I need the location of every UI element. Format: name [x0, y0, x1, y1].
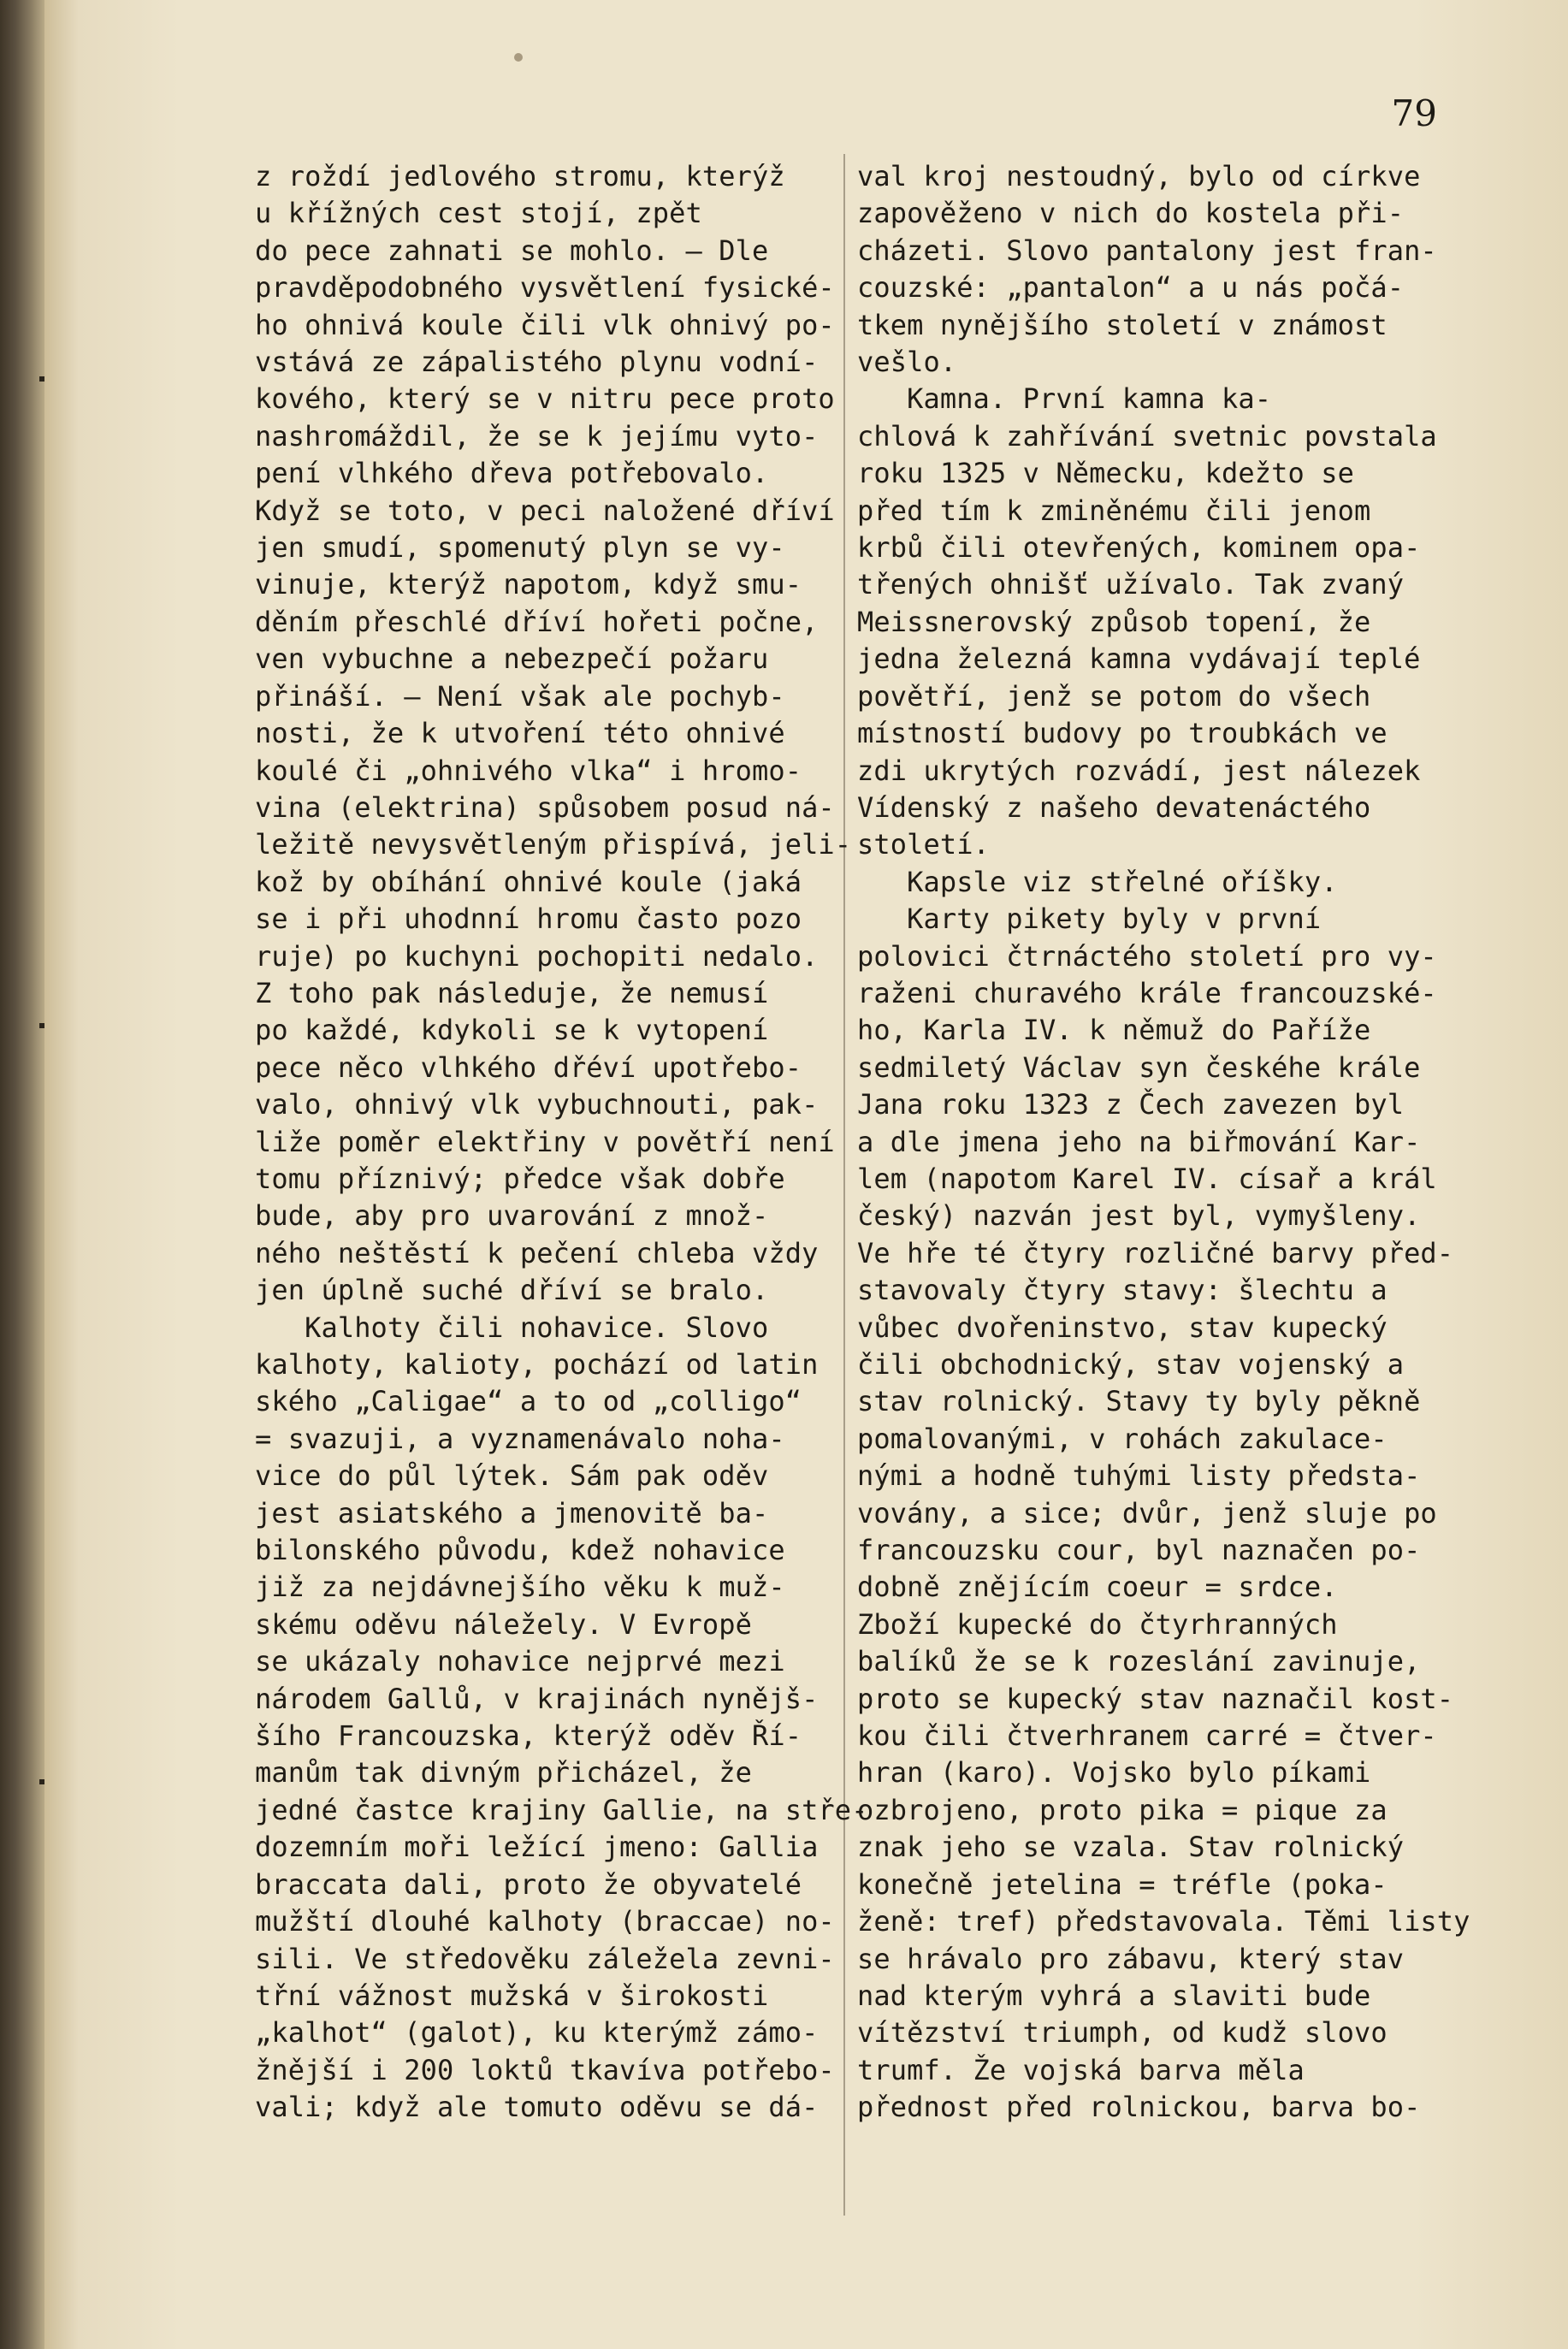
text-line: sili. Ve středověku záležela zevni-	[255, 1942, 835, 1975]
text-line: lem (napotom Karel IV. císař a král	[857, 1162, 1437, 1195]
text-line: Kapsle viz střelné oříšky.	[857, 865, 1338, 898]
text-line: jen úplně suché dříví se bralo.	[255, 1274, 769, 1307]
text-line: Meissnerovský způsob topení, že	[857, 605, 1371, 638]
text-line: vinuje, kterýž napotom, když smu-	[255, 568, 802, 601]
text-line: ležitě nevysvětleným přispívá, jeli-	[255, 828, 852, 861]
text-line: přináší. — Není však ale pochyb-	[255, 679, 785, 713]
text-line: Když se toto, v peci naložené dříví	[255, 494, 835, 527]
text-line: Vídenský z našeho devatenáctého	[857, 790, 1371, 824]
text-line: Jana roku 1323 z Čech zavezen byl	[857, 1088, 1405, 1121]
text-line: ného neštěstí k pečení chleba vždy	[255, 1236, 819, 1269]
text-line: raženi churavého krále francouzské-	[857, 976, 1437, 1009]
text-line: nashromáždil, že se k jejímu vyto-	[255, 419, 819, 453]
text-line: se hrávalo pro zábavu, který stav	[857, 1942, 1405, 1975]
text-line: nými a hodně tuhými listy předsta-	[857, 1459, 1421, 1493]
text-line: Karty pikety byly v první	[857, 902, 1322, 936]
text-line: do pece zahnati se mohlo. — Dle	[255, 234, 769, 267]
text-line: cházeti. Slovo pantalony jest fran-	[857, 234, 1437, 267]
text-line: Zboží kupecké do čtyrhranných	[857, 1607, 1338, 1641]
text-line: století.	[857, 828, 990, 861]
text-line: vítězství triumph, od kudž slovo	[857, 2016, 1388, 2050]
text-line: pomalovanými, v rohách zakulace-	[857, 1422, 1388, 1455]
text-line: již za nejdávnejšího věku k muž-	[255, 1571, 785, 1604]
text-line: chlová k zahřívání svetnic povstala	[857, 419, 1437, 453]
text-line: bilonského původu, kdež nohavice	[255, 1534, 785, 1567]
text-line: povětří, jenž se potom do všech	[857, 679, 1371, 713]
text-line: šího Francouzska, kterýž oděv Ří-	[255, 1719, 802, 1753]
text-line: hran (karo). Vojsko bylo píkami	[857, 1756, 1371, 1790]
text-line: národem Gallů, v krajinách nynějš-	[255, 1682, 819, 1715]
text-line: braccata dali, proto že obyvatelé	[255, 1867, 802, 1901]
text-line: a dle jmena jeho na biřmování Kar-	[857, 1125, 1421, 1158]
page-speck	[514, 53, 523, 62]
text-line: Ve hře té čtyry rozličné barvy před-	[857, 1236, 1454, 1269]
text-line: konečně jetelina = tréfle (poka-	[857, 1867, 1388, 1901]
text-line: vešlo.	[857, 346, 957, 379]
text-line: balíků že se k rozeslání zavinuje,	[857, 1645, 1421, 1678]
page-number: 79	[1391, 92, 1437, 134]
text-line: valo, ohnivý vlk vybuchnouti, pak-	[255, 1088, 819, 1121]
text-line: ženě: tref) představovala. Těmi listy	[857, 1905, 1470, 1938]
text-line: kalhoty, kalioty, pochází od latin	[255, 1348, 819, 1381]
text-line: bude, aby pro uvarování z množ-	[255, 1199, 769, 1233]
text-line: kož by obíhání ohnivé koule (jaká	[255, 865, 802, 898]
text-line: vstává ze zápalistého plynu vodní-	[255, 346, 819, 379]
text-line: vůbec dvořeninstvo, stav kupecký	[857, 1311, 1388, 1344]
text-line: zdi ukrytých rozvádí, jest nálezek	[857, 754, 1421, 787]
text-line: stavovaly čtyry stavy: šlechtu a	[857, 1274, 1388, 1307]
text-line: u křížných cest stojí, zpět	[255, 197, 702, 230]
text-line: kou čili čtverhranem carré = čtver-	[857, 1719, 1437, 1753]
text-line: mužští dlouhé kalhoty (braccae) no-	[255, 1905, 835, 1938]
text-line: couzské: „pantalon“ a u nás počá-	[857, 271, 1405, 305]
book-binding	[0, 0, 44, 2349]
text-line: vina (elektrina) spůsobem posud ná-	[255, 790, 835, 824]
right-column-text	[857, 158, 1470, 2228]
text-line: před tím k zminěnému čili jenom	[857, 494, 1371, 527]
text-line: po každé, kdykoli se k vytopení	[255, 1014, 769, 1047]
text-line: liže poměr elektřiny v povětří není	[255, 1125, 835, 1158]
text-line: ruje) po kuchyni pochopiti nedalo.	[255, 939, 819, 973]
text-line: roku 1325 v Německu, kdežto se	[857, 457, 1354, 490]
text-line: pravděpodobného vysvětlení fysické-	[255, 271, 835, 305]
text-line: val kroj nestoudný, bylo od církve	[857, 160, 1421, 192]
text-line: proto se kupecký stav naznačil kost-	[857, 1682, 1454, 1715]
text-line: nosti, že k utvoření této ohnivé	[255, 717, 785, 750]
text-line: Kamna. První kamna ka-	[857, 382, 1272, 416]
text-line: krbů čili otevřených, kominem opa-	[857, 531, 1421, 565]
text-line: kového, který se v nitru pece proto	[255, 382, 835, 416]
text-line: stav rolnický. Stavy ty byly pěkně	[857, 1385, 1421, 1418]
text-line: jedna železná kamna vydávají teplé	[857, 642, 1421, 676]
column-divider	[843, 154, 845, 2216]
text-line: místností budovy po troubkách ve	[857, 717, 1388, 750]
left-column-text	[255, 158, 868, 2228]
text-line: přednost před rolnickou, barva bo-	[857, 2091, 1421, 2124]
text-line: jen smudí, spomenutý plyn se vy-	[255, 531, 785, 565]
text-line: polovici čtrnáctého století pro vy-	[857, 939, 1437, 973]
text-line: ho ohnivá koule čili vlk ohnivý po-	[255, 308, 835, 341]
text-line: děním přeschlé dříví hořeti počne,	[255, 605, 819, 638]
text-line: koulé či „ohnivého vlka“ i hromo-	[255, 754, 802, 787]
text-line: tkem nynějšího století v známost	[857, 308, 1388, 341]
text-line: „kalhot“ (galot), ku kterýmž zámo-	[255, 2016, 819, 2050]
text-line: třených ohnišť užívalo. Tak zvaný	[857, 568, 1405, 601]
text-line: dobně znějícím coeur = srdce.	[857, 1571, 1338, 1604]
text-line: jest asiatského a jmenovitě ba-	[255, 1496, 769, 1530]
text-line: tomu příznivý; předce však dobře	[255, 1162, 785, 1195]
text-line: nad kterým vyhrá a slaviti bude	[857, 1979, 1371, 2012]
text-line: manům tak divným přicházel, že	[255, 1756, 752, 1790]
book-page	[44, 0, 1568, 2349]
text-line: se ukázaly nohavice nejprvé mezi	[255, 1645, 785, 1678]
text-line: vali; když ale tomuto oděvu se dá-	[255, 2091, 819, 2124]
text-line: z roždí jedlového stromu, kterýž	[255, 160, 785, 192]
text-line: dozemním moři ležící jmeno: Gallia	[255, 1831, 819, 1864]
text-line: ho, Karla IV. k němuž do Paříže	[857, 1014, 1371, 1047]
text-line: jedné častce krajiny Gallie, na stře-	[255, 1793, 868, 1826]
text-line: ského „Caligae“ a to od „colligo“	[255, 1385, 802, 1418]
text-line: ven vybuchne a nebezpečí požaru	[255, 642, 769, 676]
text-line: znak jeho se vzala. Stav rolnický	[857, 1831, 1405, 1864]
text-line: ozbrojeno, proto pika = pique za	[857, 1793, 1388, 1826]
text-line: se i při uhodnní hromu často pozo	[255, 902, 802, 936]
text-line: pece něco vlhkého dřéví upotřebo-	[255, 1050, 802, 1084]
text-line: trumf. Že vojská barva měla	[857, 2053, 1305, 2086]
text-line: vice do půl lýtek. Sám pak oděv	[255, 1459, 769, 1493]
text-line: sedmiletý Václav syn českéhe krále	[857, 1050, 1421, 1084]
text-line: Z toho pak následuje, že nemusí	[255, 976, 769, 1009]
text-line: žnější i 200 loktů tkavíva potřebo-	[255, 2053, 835, 2086]
text-line: čili obchodnický, stav vojenský a	[857, 1348, 1405, 1381]
text-line: pení vlhkého dřeva potřebovalo.	[255, 457, 769, 490]
text-line: český) nazván jest byl, vymyšleny.	[857, 1199, 1421, 1233]
text-line: francouzsku cour, byl naznačen po-	[857, 1534, 1421, 1567]
text-line: třní vážnost mužská v širokosti	[255, 1979, 769, 2012]
text-line: skému oděvu náležely. V Evropě	[255, 1607, 752, 1641]
text-line: = svazuji, a vyznamenávalo noha-	[255, 1422, 785, 1455]
text-line: zapověženo v nich do kostela při-	[857, 197, 1405, 230]
text-line: vovány, a sice; dvůr, jenž sluje po	[857, 1496, 1437, 1530]
text-line: Kalhoty čili nohavice. Slovo	[255, 1311, 769, 1344]
